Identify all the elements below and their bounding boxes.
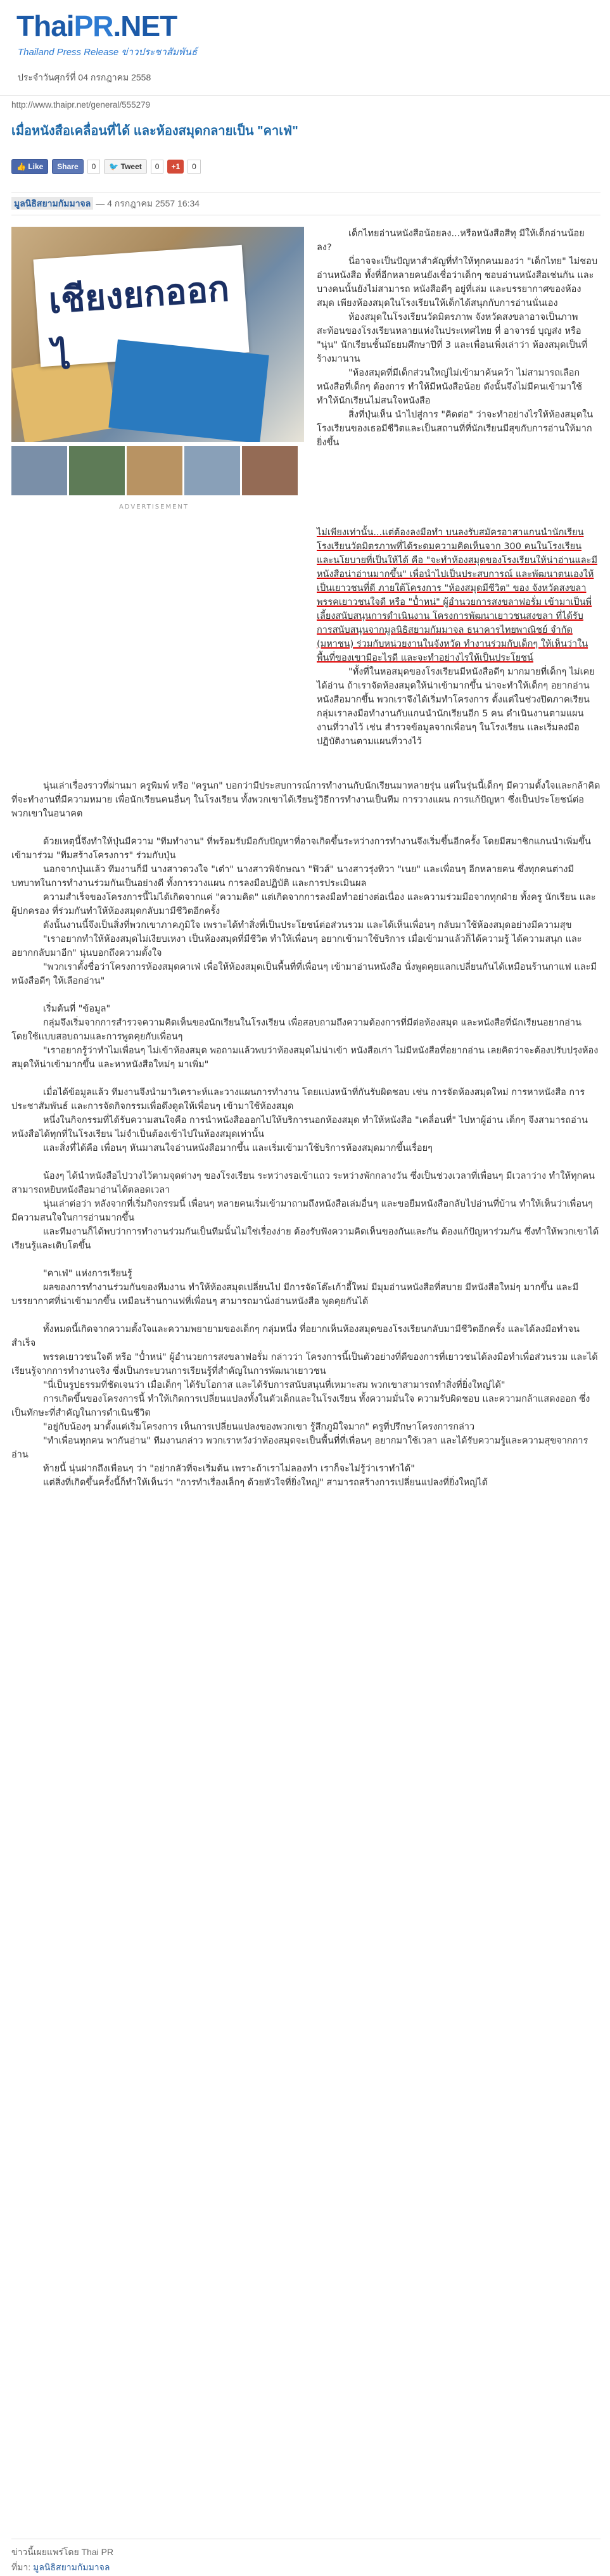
- article-column-right: [317, 227, 599, 450]
- tweet-count: 0: [151, 160, 164, 174]
- photo-book-text: เชียงยกออกไ: [47, 268, 231, 378]
- paragraph: ดังนั้นงานนี้จึงเป็นสิ่งที่พวกเขาภาคภูมิใจ เพราะได้ทำสิ่งที่เป็นประโยชน์ต่อส่วนรวม และได้เห็นเพื่อนๆ กลับมาใช้ห้องสมุดอย่างมีความสุข: [43, 920, 572, 930]
- tweet-label: Tweet: [120, 162, 142, 171]
- thumbnail[interactable]: [127, 446, 182, 495]
- paragraph: "พวกเราตั้งชื่อว่าโครงการห้องสมุดคาเฟ่ เพื่อให้ห้องสมุดเป็นพื้นที่ที่เพื่อนๆ เข้ามาอ่านหนังสือ นั่งพูดคุยแลกเปลี่ยนกันได้เหมือนร้านกาแฟ และมีหนังสือดีๆ ให้เลือกอ่าน": [11, 962, 597, 986]
- paragraph: และทีมงานก็ได้พบว่าการทำงานร่วมกันเป็นทีมนั้นไม่ใช่เรื่องง่าย ต้องรับฟังความคิดเห็นของกันและกัน ต้องแก้ปัญหาร่วมกัน ซึ่งทำให้พวกเขาได้เรียนรู้และเติบโตขึ้น: [11, 1227, 599, 1251]
- facebook-count: 0: [87, 160, 101, 174]
- source-line: [11, 2560, 600, 2575]
- paragraph: "อยู่กับน้องๆ มาตั้งแต่เริ่มโครงการ เห็นการเปลี่ยนแปลงของพวกเขา รู้สึกภูมิใจมาก" ครูที่ปรึกษาโครงการกล่าว: [43, 1422, 475, 1432]
- paragraph: ห้องสมุดในโรงเรียนวัดมิตรภาพ จังหวัดสงขลาอาจเป็นภาพสะท้อนของโรงเรียนหลายแห่งในประเทศไทย ที่ อาจารย์ บุญส่ง หรือ "นุ่น" นักเรียนชั้นมัธยมศึกษาปีที่ 3 และเพื่อนเพิ่งเล่าว่า ห้องสมุดเป็นที่ร้างมานาน: [317, 312, 588, 364]
- photo-thumbnails: [11, 446, 298, 495]
- like-label: Like: [28, 162, 44, 171]
- paragraph: "ทำเพื่อนทุกคน พากันอ่าน" ทีมงานกล่าว พวกเราหวังว่าห้องสมุดจะเป็นพื้นที่ที่เพื่อนๆ อยากมาใช้เวลา และได้รับความรู้และความสุขจากการอ่าน: [11, 1436, 588, 1460]
- byline: [11, 193, 600, 215]
- paragraph: นี่อาจจะเป็นปัญหาสำคัญที่ทำให้ทุกคนมองว่า "เด็กไทย" ไม่ชอบอ่านหนังสือ ทั้งที่อีกหลายคนยังเชื่อว่าเด็กๆ ชอบอ่านหนังสือเช่นกัน และบางคนนั้นยังไม่สามารถ หนังสือดีๆ อยู่ที่เล่ม และบรรยากาศของห้องสมุด เพียงห้องสมุดในโรงเรียนให้เด็กได้สนุกกับการอ่านนั่นเอง: [317, 257, 598, 308]
- section-heading: เริ่มต้นที่ "ข้อมูล": [43, 1004, 111, 1014]
- highlighted-text: ไม่เพียงเท่านั้น...แต่ต้องลงมือทำ บนลงรับสมัครอาสาแกนนำนักเรียนโรงเรียนวัดมิตรภาพที่ได้ระดมความคิดเห็นจาก 300 คนในโรงเรียน และนโยบายที่เป็นให้ได้ คือ "จะทำห้องสมุดของโรงเรียนให้น่าอ่านและมีหนังสือน่าอ่านมากขึ้น" เพื่อนำไปเป็นประสบการณ์ และพัฒนาตนเองให้เป็นเยาวชนที่ดี ภายใต้โครงการ "ห้องสมุดมีชีวิต" ของ จังหวัดสงขลา พรรคเยาวชนใจดี หรือ "ป๋ำหน่" ผู้อำนวยการสงขลาฟอรั่ม เข้ามาเป็นพี่เลี้ยงสนับสนุนการดำเนินงาน โครงการพัฒนาเยาวชนสงขลา ที่ได้รับการสนับสนุนจากมูลนิธิสยามกัมมาจล ธนาคารไทยพาณิชย์ จำกัด (มหาชน) ร่วมกับหน่วยงานในจังหวัด ทำงานร่วมกับเด็กๆ ให้เห็นว่าในพื้นที่ของเขามีอะไรดี และจะทำอย่างไรให้เป็นประโยชน์: [317, 528, 598, 663]
- paragraph: สิ่งที่ปุ่นเห็น นำไปสู่การ "คิดต่อ" ว่าจะทำอย่างไรให้ห้องสมุดในโรงเรียนของเธอมีชีวิตและเป็นสถานที่ที่นักเรียนมีสุขกับการอ่านให้มากยิ่งขึ้น: [317, 410, 594, 448]
- highlight-block: [317, 526, 599, 749]
- paragraph: กลุ่มจึงเริ่มจากการสำรวจความคิดเห็นของนักเรียนในโรงเรียน เพื่อสอบถามถึงความต้องการที่มีต่อห้องสมุด และหนังสือที่นักเรียนอยากอ่าน โดยใช้แบบสอบถามและการพูดคุยกับเพื่อนๆ: [11, 1018, 581, 1042]
- paragraph: ทั้งหมดนี้เกิดจากความตั้งใจและความพยายามของเด็กๆ กลุ่มหนึ่ง ที่อยากเห็นห้องสมุดของโรงเรียนกลับมามีชีวิตอีกครั้ง และได้ลงมือทำจนสำเร็จ: [11, 1324, 580, 1348]
- publish-date: ประจำวันศุกร์ที่ 04 กรกฎาคม 2558: [18, 72, 151, 82]
- facebook-like-button[interactable]: [11, 159, 48, 174]
- paragraph: ท้ายนี้ นุ่นฝากถึงเพื่อนๆ ว่า "อย่ากลัวที่จะเริ่มต้น เพราะถ้าเราไม่ลองทำ เราก็จะไม่รู้ว่าเราทำได้": [43, 1464, 415, 1474]
- highlight-paragraph: [317, 526, 599, 665]
- page-url[interactable]: http://www.thaipr.net/general/555279: [11, 100, 151, 110]
- paragraph: "ทั้งที่ในหอสมุดของโรงเรียนมีหนังสือดีๆ มากมายที่เด็กๆ ไม่เคยได้อ่าน ถ้าเราจัดห้องสมุดให้น่าเข้ามากขึ้น น่าจะทำให้เด็กๆ อยากอ่านหนังสือมากขึ้น พวกเราจึงได้เริ่มทำโครงการ ตั้งแต่ในช่วงปิดภาคเรียน กลุ่มเราลงมือทำงานกับแกนนำนักเรียนอีก 5 คน ดำเนินงานตามแผนงานที่วางไว้ เช่น สำรวจข้อมูลจากเพื่อนๆ ในโรงเรียน และเริ่มลงมือปฏิบัติงานตามแผนที่วางไว้: [317, 667, 595, 747]
- paragraph: "เราอยากรู้ว่าทำไมเพื่อนๆ ไม่เข้าห้องสมุด พอถามแล้วพบว่าห้องสมุดไม่น่าเข้า หนังสือเก่า ไม่มีหนังสือที่อยากอ่าน เลยคิดว่าจะต้องปรับปรุงห้องสมุดให้น่าเข้ามากขึ้น และหาหนังสือใหม่ๆ มาเพิ่ม": [11, 1046, 599, 1070]
- gplus-count: 0: [187, 160, 201, 174]
- paragraph: "นี่เป็นรูปธรรมที่ชัดเจนว่า เมื่อเด็กๆ ได้รับโอกาส และได้รับการสนับสนุนที่เหมาะสม พวกเขาสามารถทำสิ่งที่ยิ่งใหญ่ได้": [43, 1380, 505, 1390]
- site-tagline: Thailand Press Release ข่าวประชาสัมพันธ์: [18, 47, 198, 58]
- facebook-share-button[interactable]: Share: [52, 159, 83, 174]
- paragraph: ความสำเร็จของโครงการนี้ไม่ได้เกิดจากแค่ "ความคิด" แต่เกิดจากการลงมือทำอย่างต่อเนื่อง และความร่วมมือจากทุกฝ่าย ทั้งครู นักเรียน และผู้ปกครอง ที่ร่วมกันทำให้ห้องสมุดกลับมามีชีวิตอีกครั้ง: [11, 892, 596, 917]
- paragraph: เด็กไทยอ่านหนังสือน้อยลง...หรือหนังสือสีทุ มีให้เด็กอ่านน้อยลง?: [317, 229, 585, 253]
- paragraph: แต่สิ่งที่เกิดขึ้นครั้งนี้ก็ทำให้เห็นว่า "การทำเรื่องเล็กๆ ด้วยหัวใจที่ยิ่งใหญ่" สามารถสร้างการเปลี่ยนแปลงที่ยิ่งใหญ่ได้: [43, 1478, 488, 1488]
- paragraph: นุ่นเล่าต่อว่า หลังจากที่เริ่มกิจกรรมนี้ เพื่อนๆ หลายคนเริ่มเข้ามาถามถึงหนังสือเล่มอื่นๆ และขอยืมหนังสือกลับไปอ่านที่บ้าน ทำให้เห็นว่าเพื่อนๆ มีความสนใจในการอ่านมากขึ้น: [11, 1199, 593, 1223]
- logo-text-pr: PR: [73, 10, 113, 42]
- logo-text-thai: Thai: [16, 10, 74, 42]
- site-header: [0, 0, 610, 96]
- share-bar: [11, 158, 201, 175]
- photo-book-blue: [108, 339, 269, 442]
- gplus-button[interactable]: +1: [167, 160, 184, 174]
- paragraph: "เราอยากทำให้ห้องสมุดไม่เงียบเหงา เป็นห้องสมุดที่มีชีวิต ทำให้เพื่อนๆ อยากเข้ามาใช้บริการ เมื่อเข้ามาแล้วก็ได้ความรู้ ได้ความสนุก และอยากกลับมาอีก" นุ่นบอกถึงความตั้งใจ: [11, 934, 582, 958]
- article-footer: [11, 2539, 600, 2575]
- paragraph: น้องๆ ได้นำหนังสือไปวางไว้ตามจุดต่างๆ ของโรงเรียน ระหว่างรอเข้าแถว ระหว่างพักกลางวัน ซึ่งเป็นช่วงเวลาที่เพื่อนๆ มีเวลาว่าง ทำให้ทุกคนสามารถหยิบหนังสือมาอ่านได้ตลอดเวลา: [11, 1171, 595, 1195]
- paragraph: เมื่อได้ข้อมูลแล้ว ทีมงานจึงนำมาวิเคราะห์และวางแผนการทำงาน โดยแบ่งหน้าที่กันรับผิดชอบ เช่น การจัดห้องสมุดใหม่ การหาหนังสือ การประชาสัมพันธ์ และการจัดกิจกรรมเพื่อดึงดูดให้เพื่อนๆ เข้ามาใช้ห้องสมุด: [11, 1088, 585, 1112]
- paragraph: นอกจากปุ่นแล้ว ทีมงานก็มี นางสาวดวงใจ "เต๋า" นางสาวพิจักษณา "ฟิวส์" นางสาวรุ่งทิวา "เนย" และเพื่อนๆ อีกหลายคน ซึ่งทุกคนต่างมีบทบาทในการทำงานร่วมกันเป็นอย่างดี ทั้งการวางแผน การลงมือปฏิบัติ และการประเมินผล: [11, 865, 575, 889]
- article-title: เมื่อหนังสือเคลื่อนที่ได้ และห้องสมุดกลายเป็น "คาเฟ่": [11, 124, 298, 138]
- advertisement-label: ADVERTISEMENT: [119, 504, 189, 511]
- source-label: ที่มา:: [11, 2562, 31, 2572]
- paragraph: นุ่นเล่าเรื่องราวที่ผ่านมา ครูพิมพ์ หรือ "ครูนก" บอกว่ามีประสบการณ์การทำงานกับนักเรียนมาหลายรุ่น แต่ในรุ่นนี้เด็กๆ มีความตั้งใจและกล้าคิดที่จะทำงานที่มีความหมาย เพื่อนักเรียนคนอื่นๆ ในโรงเรียน ทั้งพวกเขาได้เรียนรู้วิธีการทำงานเป็นทีม การวางแผน การแก้ปัญหา ซึ่งเป็นประโยชน์ต่อพวกเขาในอนาคต: [11, 781, 600, 819]
- paragraph: "ห้องสมุดที่มีเด็กส่วนใหญ่ไม่เข้ามาค้นคว้า ไม่สามารถเลือกหนังสือที่เด็กๆ ต้องการ ทำให้มีหนังสือน้อย ดังนั้นจึงไม่มีคนเข้ามาใช้ ทำให้นักเรียนไม่สนใจหนังสือ: [317, 368, 583, 406]
- paragraph: ด้วยเหตุนี้จึงทำให้ปุ่นมีความ "ทีมทำงาน" ที่พร้อมรับมือกับปัญหาที่อาจเกิดขึ้นระหว่างการทำงานจึงเริ่มขึ้นอีกครั้ง โดยมีสมาชิกแกนนำเพิ่มขึ้น เข้ามาร่วม "ทีมสร้างโครงการ" ร่วมกับปุ่น: [11, 837, 591, 861]
- thumbs-up-icon: 👍: [16, 162, 29, 171]
- article-body: [11, 779, 600, 1490]
- paragraph: และสิ่งที่ได้คือ เพื่อนๆ หันมาสนใจอ่านหนังสือมากขึ้น และเริ่มเข้ามาใช้บริการห้องสมุดมากขึ้นเรื่อยๆ: [43, 1143, 433, 1153]
- paragraph: หนึ่งในกิจกรรมที่ได้รับความสนใจคือ การนำหนังสือออกไปให้บริการนอกห้องสมุด ทำให้หนังสือ "เคลื่อนที่" ไปหาผู้อ่าน เด็กๆ จึงสามารถอ่านหนังสือได้ทุกที่ในโรงเรียน ไม่จำเป็นต้องเข้าไปในห้องสมุดเท่านั้น: [11, 1115, 588, 1139]
- thumbnail[interactable]: [69, 446, 125, 495]
- thumbnail[interactable]: [184, 446, 240, 495]
- thaipr-logo[interactable]: [16, 9, 177, 43]
- byline-date: — 4 กรกฎาคม 2557 16:34: [96, 198, 200, 208]
- thumbnail[interactable]: [11, 446, 67, 495]
- article-photo[interactable]: [11, 227, 304, 442]
- paragraph: พรรคเยาวชนใจดี หรือ "ป๋ำหน่" ผู้อำนวยการสงขลาฟอรั่ม กล่าวว่า โครงการนี้เป็นตัวอย่างที่ดีของการที่เยาวชนได้ลงมือทำเพื่อส่วนรวม และได้เรียนรู้จากการทำงานจริง ซึ่งเป็นกระบวนการเรียนรู้ที่สำคัญในการพัฒนาเยาวชน: [11, 1352, 598, 1376]
- twitter-icon: 🐦: [109, 162, 121, 171]
- distributed-by: ข่าวนี้เผยแพร่โดย Thai PR: [11, 2547, 114, 2557]
- source-link[interactable]: มูลนิธิสยามกัมมาจล: [33, 2562, 110, 2572]
- byline-source-link[interactable]: มูลนิธิสยามกัมมาจล: [11, 197, 93, 210]
- thumbnail[interactable]: [242, 446, 298, 495]
- paragraph: ผลของการทำงานร่วมกันของทีมงาน ทำให้ห้องสมุดเปลี่ยนไป มีการจัดโต๊ะเก้าอี้ใหม่ มีมุมอ่านหนังสือที่สบาย มีหนังสือใหม่ๆ มากขึ้น และมีบรรยากาศที่น่าเข้ามากขึ้น เหมือนร้านกาแฟที่เพื่อนๆ สามารถมานั่งอ่านหนังสือ พูดคุยกันได้: [11, 1283, 579, 1307]
- logo-text-net: .NET: [113, 10, 177, 42]
- section-heading: "คาเฟ่" แห่งการเรียนรู้: [43, 1269, 132, 1279]
- tweet-button[interactable]: [104, 159, 146, 174]
- paragraph: การเกิดขึ้นของโครงการนี้ ทำให้เกิดการเปลี่ยนแปลงทั้งในตัวเด็กและในโรงเรียน ทั้งความมั่นใจ ความรับผิดชอบ และความกล้าแสดงออก ซึ่งเป็นทักษะที่สำคัญในการดำเนินชีวิต: [11, 1394, 590, 1418]
